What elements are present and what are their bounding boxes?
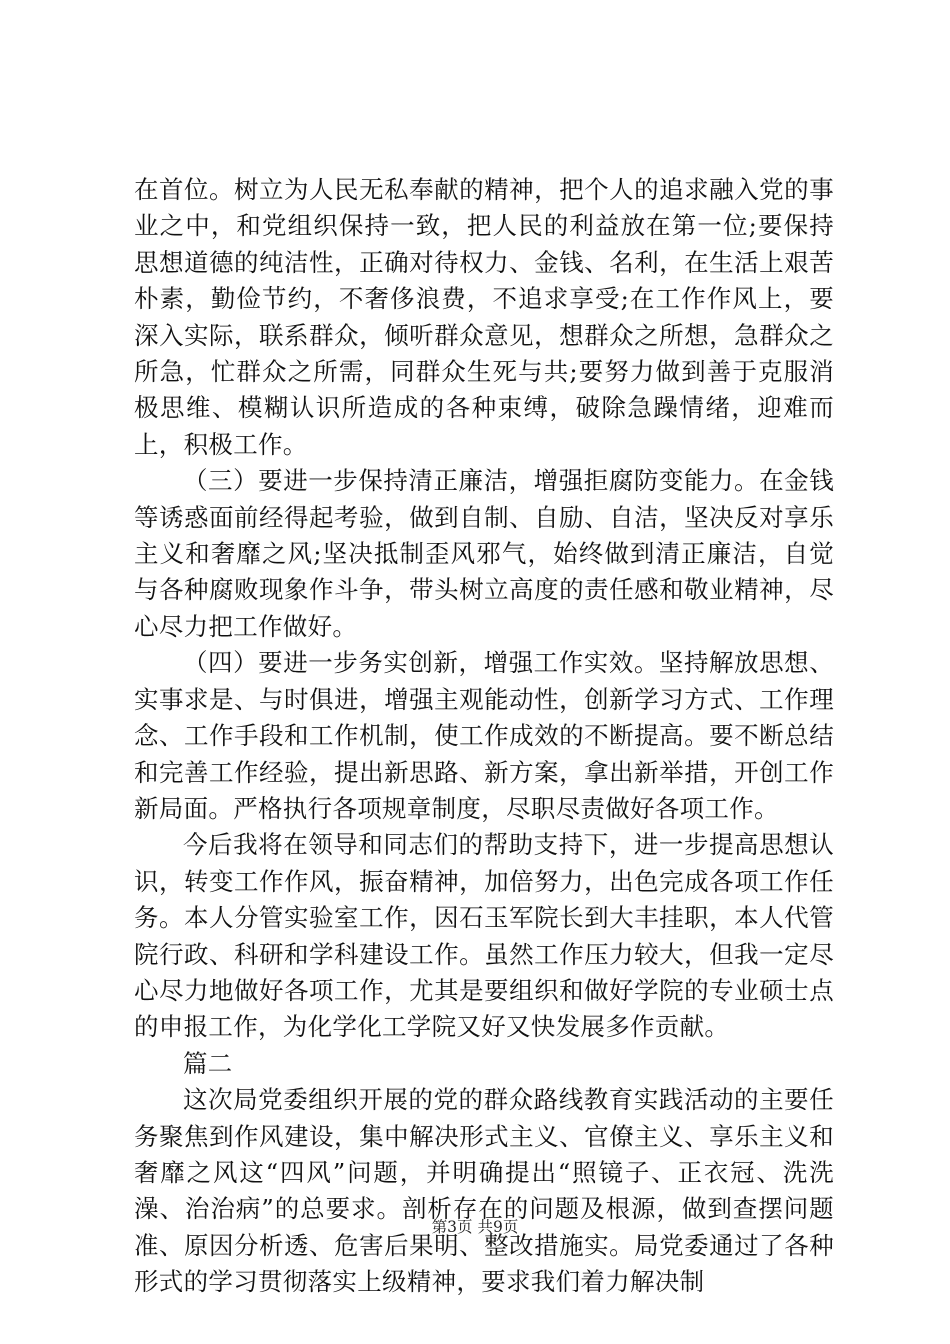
page-number-footer: 第3页 共9页	[431, 1218, 519, 1236]
paragraph-section-three: （三）要进一步保持清正廉洁，增强拒腐防变能力。在金钱等诱惑面前经得起考验，做到自制、自励、自洁，坚决反对享乐主义和奢靡之风;坚决抵制歪风邪气，始终做到清正廉洁，自觉与各种腐败现象作斗争，带头树立高度的责任感和敬业精神，尽心尽力把工作做好。	[134, 466, 834, 641]
paragraph-closing: 今后我将在领导和同志们的帮助支持下，进一步提高思想认识，转变工作作风，振奋精神，加倍努力，出色完成各项工作任务。本人分管实验室工作，因石玉军院长到大丰挂职，本人代管院行政、科研和学科建设工作。虽然工作压力较大，但我一定尽心尽力地做好各项工作，尤其是要组织和做好学院的专业硕士点的申报工作，为化学化工学院又好又快发展多作贡献。	[134, 830, 834, 1042]
paragraph-section-four: （四）要进一步务实创新，增强工作实效。坚持解放思想、实事求是、与时俱进，增强主观能动性，创新学习方式、工作理念、工作手段和工作机制，使工作成效的不断提高。要不断总结和完善工作经验，提出新思路、新方案，拿出新举措，开创工作新局面。严格执行各项规章制度，尽职尽责做好各项工作。	[134, 648, 834, 823]
paragraph-part-two-intro: 这次局党委组织开展的党的群众路线教育实践活动的主要任务聚焦到作风建设，集中解决形式主义、官僚主义、享乐主义和奢靡之风这“四风”问题，并明确提出“照镜子、正衣冠、洗洗澡、治治病”的总要求。剖析存在的问题及根源，做到查摆问题准、原因分析透、危害后果明、整改措施实。局党委通过了各种形式的学习贯彻落实上级精神，要求我们着力解决制	[134, 1085, 834, 1297]
paragraph-continuation: 在首位。树立为人民无私奉献的精神，把个人的追求融入党的事业之中，和党组织保持一致，把人民的利益放在第一位;要保持思想道德的纯洁性，正确对待权力、金钱、名利，在生活上艰苦朴素，勤俭节约，不奢侈浪费，不追求享受;在工作作风上，要深入实际，联系群众，倾听群众意见，想群众之所想，急群众之所急，忙群众之所需，同群众生死与共;要努力做到善于克服消极思维、模糊认识所造成的各种束缚，破除急躁情绪，迎难而上，积极工作。	[134, 175, 834, 459]
document-body	[134, 172, 834, 1301]
section-heading-part-two: 篇二	[183, 1048, 233, 1078]
